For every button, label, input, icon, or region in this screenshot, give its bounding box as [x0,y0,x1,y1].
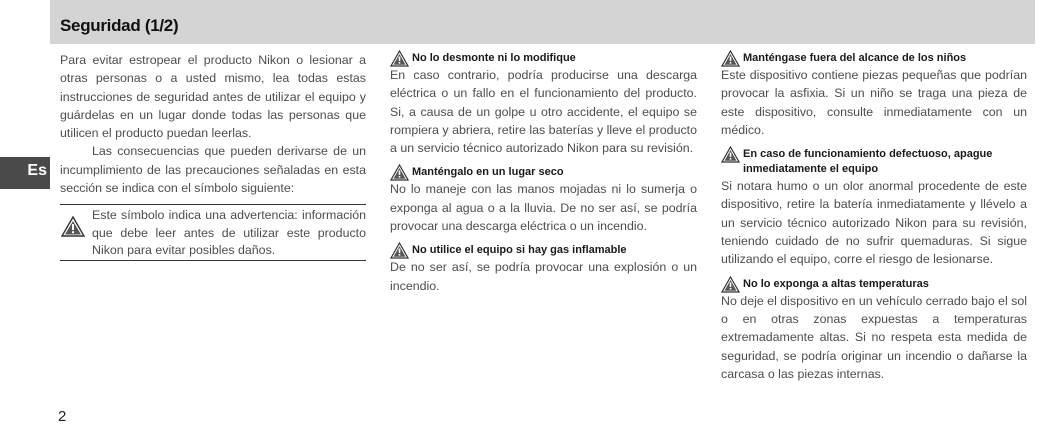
warning-heading [390,165,697,180]
warning-heading [721,147,1027,177]
warning-body: No deje el dispositivo en un vehículo cerrado bajo el sol o en otras zonas expuestas a temperaturas extremadamente altas. Si no respeta esta medida de seguridad, se podría originar un incendio o dañarse la carcasa o las piezas internas. [721,293,1027,381]
warning-triangle-icon [721,146,740,163]
page-title: Seguridad (1/2) [60,16,179,35]
warning-title: Manténgalo en un lugar seco [412,166,564,179]
intro-column [60,51,366,261]
warning-body: De no ser así, se podría provocar una explosión o un incendio. [390,260,697,293]
warning-triangle-icon [721,50,740,67]
warning-box-text: Este símbolo indica una advertencia: información que debe leer antes de utilizar este producto Nikon para evitar posibles daños. [92,208,366,258]
warning-title: No lo exponga a altas temperaturas [743,277,929,290]
warnings-column-1 [390,51,697,295]
language-tab [0,157,50,189]
language-tab-label: Es [27,162,47,179]
warning-body: En caso contrario, podría producirse una descarga eléctrica o un fallo en el funcionamiento del producto. Si, a causa de un golpe u otro accidente, el equipo se rompiera y abriera, retire las baterías y lleve el producto a un servicio técnico autorizado Nikon para su revisión. [390,68,697,156]
warning-triangle-icon [721,276,740,293]
warning-title: Manténgase fuera del alcance de los niños [743,52,967,64]
warning-triangle-icon [390,50,409,67]
warning-body: Si notara humo o un olor anormal procedente de este dispositivo, retire la batería inmediatamente y llévelo a un servicio técnico autorizado Nikon para su revisión, teniendo cuidado de no sufrir quemaduras. Si sigue utilizando el equipo, corre el riesgo de lesionarse. [721,179,1027,267]
warning-heading [721,277,1027,292]
warning-heading [721,51,1027,66]
warning-triangle-icon [61,216,85,237]
header-bar [50,0,1035,44]
warning-heading [390,243,697,258]
warning-heading [390,51,697,66]
warnings-column-2 [721,51,1027,383]
warning-body: No lo maneje con las manos mojadas ni lo sumerja o exponga al agua o a la lluvia. De no ser así, se podría provocar una descarga eléctrica o un incendio. [390,182,697,234]
warning-title: No lo desmonte ni lo modifique [412,52,576,64]
warning-triangle-icon [390,242,409,259]
warning-triangle-icon [390,164,409,181]
intro-paragraph: Para evitar estropear el producto Nikon o lesionar a otras personas o a usted mismo, lea todas estas instrucciones de seguridad antes de utilizar el equipo y guárdelas en un lugar donde todas las personas que utilicen el producto puedan leerlas. [60,53,366,141]
intro-paragraph-symbol: Las consecuencias que pueden derivarse de un incumplimiento de las precauciones señaladas en esta sección se indica con el símbolo siguiente: [60,144,366,196]
warning-title: No utilice el equipo si hay gas inflamable [412,244,627,257]
warning-body: Este dispositivo contiene piezas pequeñas que podrían provocar la asfixia. Si un niño se traga una pieza de este dispositivo, consulte inmediatamente con un médico. [721,68,1027,137]
warning-title: En caso de funcionamiento defectuoso, apague inmediatamente el equipo [743,148,993,176]
page-number: 2 [58,408,67,425]
warning-symbol-box [60,204,366,261]
